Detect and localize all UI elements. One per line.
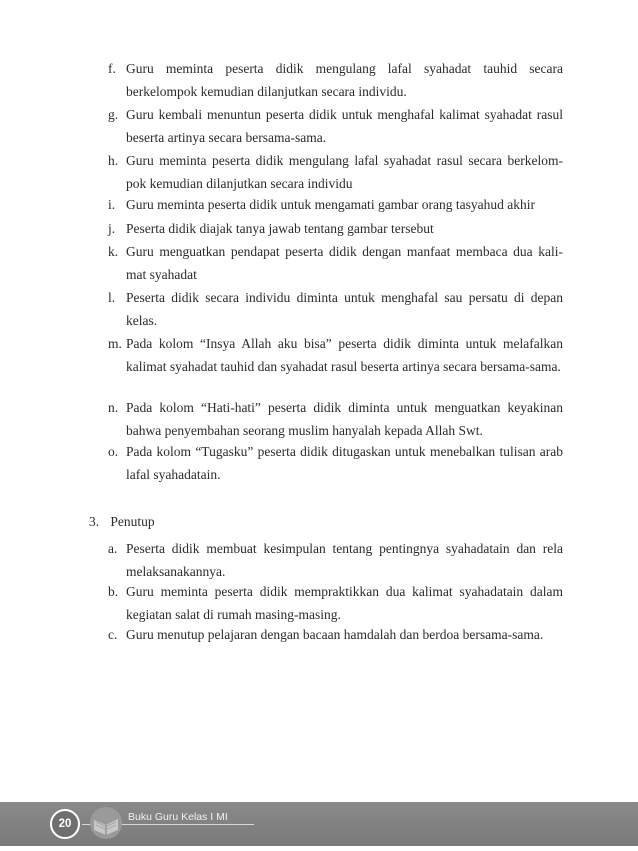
section-heading-penutup	[89, 510, 155, 533]
list-item-h	[108, 149, 563, 195]
list-item-i	[108, 193, 563, 216]
list-item-n	[108, 396, 563, 442]
list-item-label: o.	[108, 444, 119, 459]
list-item-j	[108, 217, 563, 240]
list-item-text: Pada kolom “Tugasku” peserta didik ditugaskan untuk menebalkan tulisan arab lafal syahadatain.	[126, 444, 563, 482]
list-item-label: f.	[108, 61, 116, 76]
list-item-o	[108, 440, 563, 486]
footer-book-title: Buku Guru Kelas I MI	[128, 811, 228, 823]
list-item-g	[108, 103, 563, 149]
list-item-a	[108, 537, 563, 583]
book-icon	[88, 806, 124, 840]
list-item-text: Guru meminta peserta didik mempraktikkan dua kalimat syahadatain dalam kegiatan salat di rumah masing-masing.	[126, 584, 563, 622]
list-item-text: Pada kolom “Insya Allah aku bisa” peserta didik diminta untuk melafalkan kalimat syahadat tauhid dan syahadat rasul beserta artinya secara bersama-sama.	[126, 336, 563, 374]
list-item-f	[108, 57, 563, 103]
list-item-text: Pada kolom “Hati-hati” peserta didik diminta untuk menguatkan keyakinan bahwa penyembahan seorang muslim hanyalah kepada Allah Swt.	[126, 400, 563, 438]
list-item-label: l.	[108, 290, 116, 305]
list-item-text: Guru menutup pelajaran dengan bacaan hamdalah dan berdoa bersama-sama.	[126, 627, 544, 642]
list-item-text: Peserta didik diajak tanya jawab tentang gambar tersebut	[126, 221, 434, 236]
list-item-label: g.	[108, 107, 119, 122]
list-item-b	[108, 580, 563, 626]
list-item-text: Guru meminta peserta didik mengulang lafal syahadat rasul secara berkelom-pok kemudian dilanjutkan secara individu	[126, 153, 563, 191]
list-item-k	[108, 240, 563, 286]
list-item-text: Peserta didik secara individu diminta untuk menghafal sau persatu di depan kelas.	[126, 290, 563, 328]
list-item-l	[108, 286, 563, 332]
list-item-text: Guru kembali menuntun peserta didik untuk menghafal kalimat syahadat rasul beserta artinya secara bersama-sama.	[126, 107, 563, 145]
section-number: 3.	[89, 514, 100, 529]
list-item-text: Peserta didik membuat kesimpulan tentang pentingnya syahadatain dan rela melaksanakannya.	[126, 541, 563, 579]
list-item-label: b.	[108, 584, 119, 599]
list-item-label: m.	[108, 336, 122, 351]
list-item-label: n.	[108, 400, 119, 415]
page-number-badge: 20	[50, 809, 80, 839]
list-item-text: Guru menguatkan pendapat peserta didik dengan manfaat membaca dua kali-mat syahadat	[126, 244, 563, 282]
list-item-c	[108, 623, 563, 646]
list-item-label: j.	[108, 221, 116, 236]
list-item-label: k.	[108, 244, 119, 259]
section-title: Penutup	[110, 514, 155, 529]
list-item-text: Guru meminta peserta didik mengulang lafal syahadat tauhid secara berkelompok kemudian dilanjutkan secara individu.	[126, 61, 563, 99]
list-item-m	[108, 332, 563, 378]
list-item-text: Guru meminta peserta didik untuk mengamati gambar orang tasyahud akhir	[126, 197, 536, 212]
list-item-label: h.	[108, 153, 119, 168]
list-item-label: a.	[108, 541, 118, 556]
list-item-label: i.	[108, 197, 116, 212]
list-item-label: c.	[108, 627, 118, 642]
